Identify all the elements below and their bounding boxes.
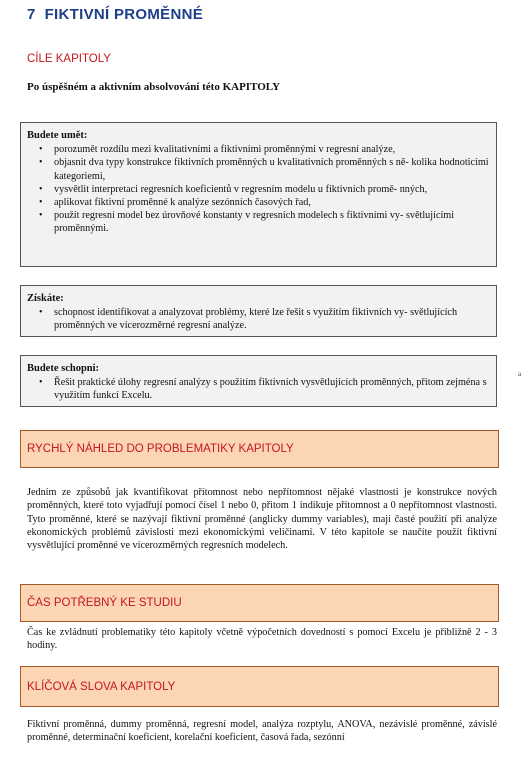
list-item: • Řešit praktické úlohy regresní analýzy s použitím fiktivních vysvětlujících proměnných, přitom zejména s využitím funkcí Excelu.: [27, 376, 490, 402]
margin-mark: a: [518, 370, 522, 378]
gain-box: [20, 285, 497, 337]
preview-heading-box: [20, 430, 499, 468]
preview-text: Jedním ze způsobů jak kvantifikovat přítomnost nebo nepřítomnost nějaké vlastnosti je konstrukce nových proměnných, které toto vyjadřují pomocí čísel 1 nebo 0, přitom 1 indikuje přítomnost a 0 nepřítomnost vlastnosti. Tyto proměnné, které se nazývají fiktivní proměnné (anglicky dummy variables), mají časté použití při analýze ekonomických problémů závislosti mezi ekonomickými veličinami. V této kapitole se naučíte použít fiktivní vysvětlující proměnné ve vícerozměrných regresních modelech.: [27, 487, 497, 552]
chapter-number: 7: [27, 6, 36, 23]
skills-list: [27, 143, 490, 235]
keywords-heading: KLÍČOVÁ SLOVA KAPITOLY: [27, 680, 176, 693]
gain-list: [27, 306, 490, 332]
study-time-text: Čas ke zvládnutí problematiky této kapitoly včetně výpočetních dovedností s pomocí Excelu je přibližně 2 - 3 hodiny.: [27, 627, 497, 652]
gain-heading: Získáte:: [27, 293, 64, 304]
list-item: • schopnost identifikovat a analyzovat problémy, které lze řešit s využitím fiktivních vy- světlujících proměnných ve vícerozměrné regresní analýze.: [27, 306, 490, 332]
chapter-title-text: FIKTIVNÍ PROMĚNNÉ: [44, 6, 204, 23]
keywords-text: Fiktivní proměnná, dummy proměnná, regresní model, analýza rozptylu, ANOVA, nezávislé proměnné, závislé proměnné, determinační koeficient, korelační koeficient, časová řada, sezónní: [27, 719, 497, 744]
list-item: • objasnit dva typy konstrukce fiktivních proměnných u kvalitativních proměnných s ně- kolika hodnoticími kategoriemi,: [27, 156, 490, 182]
list-item: • vysvětlit interpretaci regresních koeficientů v regresním modelu u fiktivních promě- nných,: [27, 183, 490, 196]
keywords-heading-box: [20, 666, 499, 707]
study-time-heading-box: [20, 584, 499, 622]
preview-heading: RYCHLÝ NÁHLED DO PROBLEMATIKY KAPITOLY: [27, 443, 294, 455]
study-time-heading: ČAS POTŘEBNÝ KE STUDIU: [27, 597, 182, 609]
able-list: [27, 376, 490, 402]
list-item: • porozumět rozdílu mezi kvalitativními a fiktivními proměnnými v regresní analýze,: [27, 143, 490, 156]
list-item: • použít regresní model bez úrovňové konstanty v regresních modelech s fiktivními vy- světlujícími proměnnými.: [27, 209, 490, 235]
able-box: [20, 355, 497, 407]
goals-heading: CÍLE KAPITOLY: [27, 53, 111, 65]
list-item: • aplikovat fiktivní proměnné k analýze sezónních časových řad,: [27, 196, 490, 209]
chapter-title: [27, 6, 203, 23]
skills-heading: Budete umět:: [27, 130, 88, 141]
skills-box: [20, 122, 497, 267]
able-heading: Budete schopni:: [27, 363, 100, 374]
intro-sentence: Po úspěšném a aktivním absolvování této KAPITOLY: [27, 81, 281, 93]
